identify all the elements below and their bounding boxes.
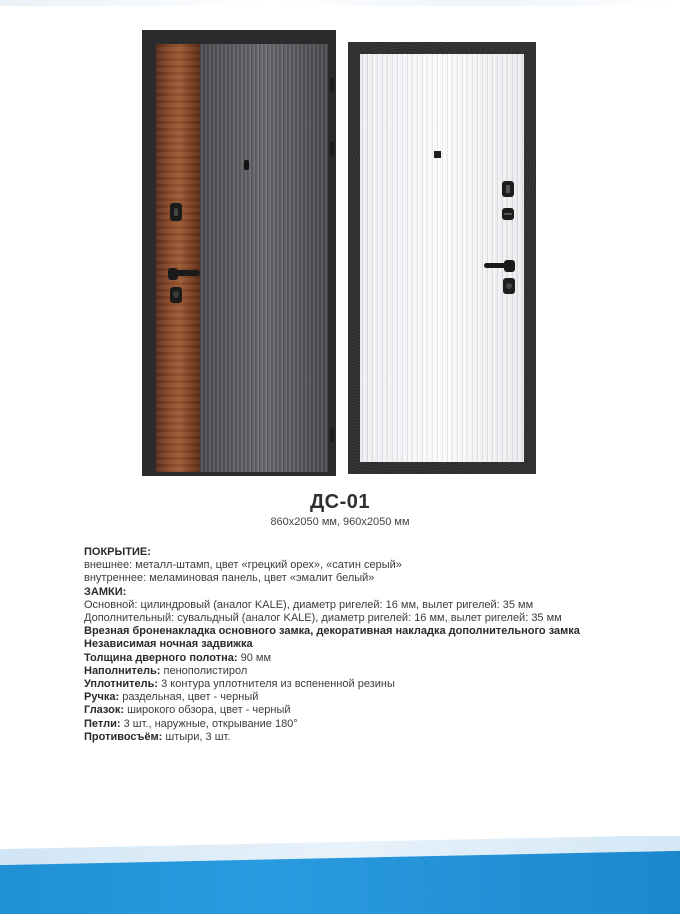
locks-heading: ЗАМКИ: xyxy=(84,585,127,598)
spec-filler xyxy=(84,665,596,678)
top-decor-strip xyxy=(0,0,680,6)
coating-inner: внутреннее: меламиновая панель, цвет «эмалит белый» xyxy=(84,572,375,585)
peephole-value: широкого обзора, цвет - черный xyxy=(124,704,291,717)
coating-heading: ПОКРЫТИЕ: xyxy=(84,546,151,558)
hinges-label: Петли: xyxy=(84,717,121,730)
thickness-value: 90 мм xyxy=(237,651,272,664)
handle-rose-outer-icon xyxy=(168,268,178,280)
lock-lever-inner-icon xyxy=(503,278,515,294)
bottom-decor-band xyxy=(0,836,680,914)
seal-value: 3 контура уплотнителя из вспененной резины xyxy=(158,678,395,691)
armor-plate: Врезная броненакладка основного замка, декоративная накладка дополнительного замка xyxy=(84,625,580,638)
lock-extra: Дополнительный: сувальдный (аналог KALE), диаметр ригелей: 16 мм, вылет ригелей: 35 мм xyxy=(84,612,562,625)
peephole-label: Глазок: xyxy=(84,704,125,717)
hinge-icon xyxy=(330,78,334,92)
enamel-white-panel xyxy=(360,54,524,462)
lock-thumbturn-icon xyxy=(502,181,514,197)
handle-rose-inner-icon xyxy=(504,260,515,272)
spec-seal xyxy=(84,678,596,691)
coating-outer: внешнее: металл-штамп, цвет «грецкий орех», «сатин серый» xyxy=(84,559,402,572)
antiremoval-value: штыри, 3 шт. xyxy=(162,730,231,743)
spec-antiremoval xyxy=(84,731,596,744)
spec-hinges xyxy=(84,718,596,731)
hinge-icon xyxy=(330,142,334,156)
door-product-image xyxy=(142,30,536,476)
filler-label: Наполнитель: xyxy=(84,664,161,677)
specs-list xyxy=(84,546,596,744)
walnut-trim-panel xyxy=(156,44,200,472)
peephole-inner-icon xyxy=(434,151,441,158)
seal-label: Уплотнитель: xyxy=(84,678,159,691)
door-outer-side xyxy=(142,30,336,476)
thickness-label: Толщина дверного полотна: xyxy=(84,651,238,664)
lock-lever-outer-icon xyxy=(170,287,182,303)
night-latch: Независимая ночная задвижка xyxy=(84,638,253,651)
handle-value: раздельная, цвет - черный xyxy=(119,691,259,704)
lock-main: Основной: цилиндровый (аналог KALE), диаметр ригелей: 16 мм, вылет ригелей: 35 мм xyxy=(84,598,534,611)
spec-thickness xyxy=(84,652,596,665)
product-sizes: 860x2050 мм, 960x2050 мм xyxy=(270,516,410,528)
lock-cylinder-outer-icon xyxy=(170,203,182,221)
hinge-icon xyxy=(330,428,334,442)
night-latch-icon xyxy=(502,208,514,220)
product-title: ДС-01 xyxy=(309,491,371,513)
hinges-value: 3 шт., наружные, открывание 180° xyxy=(120,717,298,730)
satin-grey-panel xyxy=(200,44,328,472)
peephole-outer-icon xyxy=(244,160,249,170)
spec-handle xyxy=(84,691,596,704)
antiremoval-label: Противосъём: xyxy=(84,730,163,743)
filler-value: пенополистирол xyxy=(160,664,248,677)
door-inner-side xyxy=(348,42,536,474)
spec-peephole xyxy=(84,704,596,717)
handle-label: Ручка: xyxy=(84,691,120,704)
